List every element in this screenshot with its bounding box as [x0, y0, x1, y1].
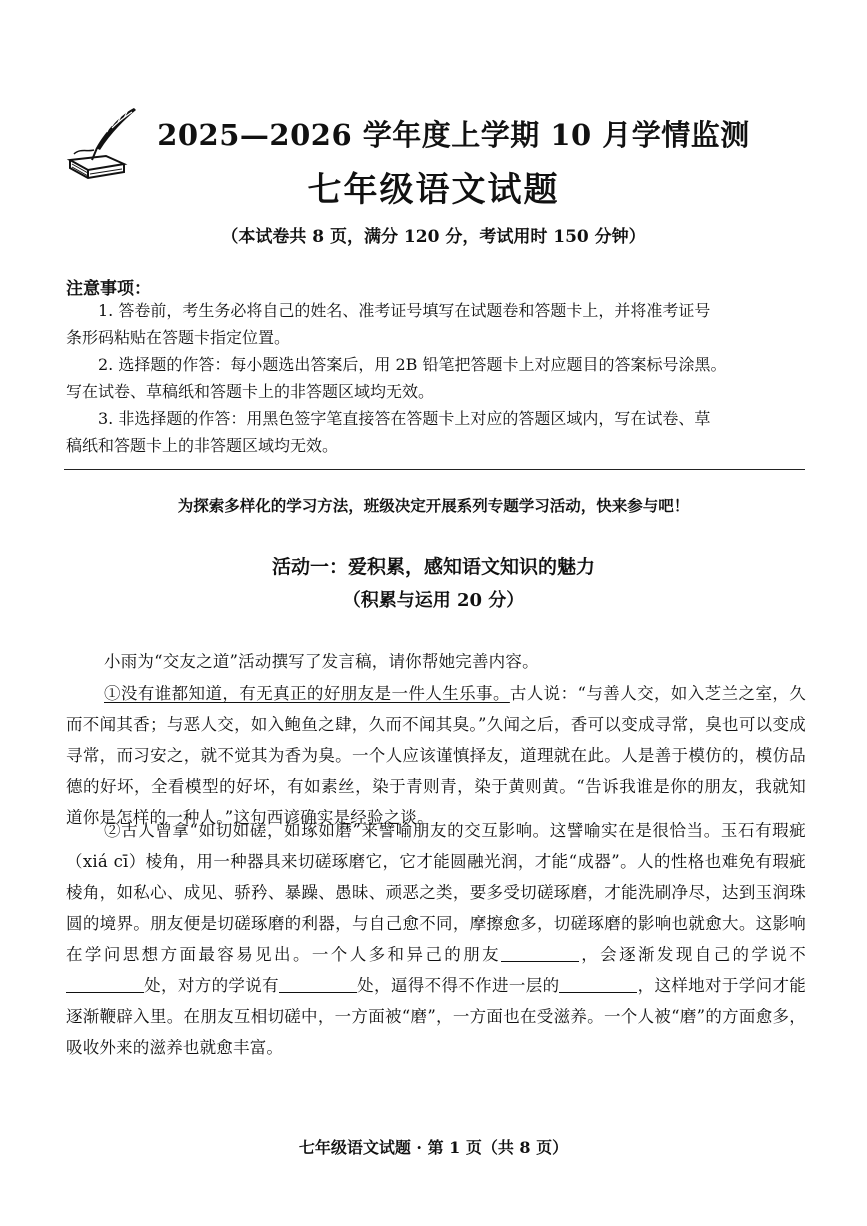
paper-info: （本试卷共 8 页，满分 120 分，考试用时 150 分钟） [221, 227, 646, 247]
passage-paragraph-2 [66, 815, 806, 1063]
fill-blank-3 [279, 975, 357, 993]
activity-intro: 为探索多样化的学习方法，班级决定开展系列专题学习活动，快来参与吧！ [177, 496, 690, 515]
notice-item-line2: 写在试卷、草稿纸和答题卡上的非答题区域均无效。 [66, 382, 435, 401]
paragraph-2-text-d: 处，逼得不得不作进一层的 [357, 976, 560, 995]
exam-subject-title: 七年级语文试题 [307, 170, 560, 210]
page-footer: 七年级语文试题 · 第 1 页（共 8 页） [298, 1138, 569, 1157]
section-divider [64, 469, 805, 470]
fill-blank-2 [66, 975, 144, 993]
paragraph-2-text-a: ②古人曾拿“如切如磋，如琢如磨”来譬喻朋友的交互影响。这譬喻实在是很恰当。玉石有瑕疵（xiá cī）棱角，用一种器具来切磋琢磨它，它才能圆融光润，才能“成器”。人的性格也难免有瑕疵棱角，如私心、成见、骄矜、暴躁、愚昧、顽恶之类，要多受切磋琢磨，才能洗刷净尽，达到玉润珠圆的境界。朋友便是切磋琢磨的利器，与自己愈不同，摩擦愈多，切磋琢磨的影响也就愈大。这影响在学问思想方面最容易见出。一个人多和异己的朋友 [66, 821, 806, 964]
notice-item-line2: 条形码粘贴在答题卡指定位置。 [66, 328, 291, 347]
notice-item [66, 297, 806, 351]
activity-score: （积累与运用 20 分） [342, 590, 525, 611]
notice-heading: 注意事项： [66, 279, 151, 299]
paragraph-2-text-e: ，这样地对于学问才能逐渐鞭辟入里。在朋友互相切磋中，一方面被“磨”，一方面也在受滋养。一个人被“磨”的方面愈多，吸收外来的滋养也就愈丰富。 [66, 976, 807, 1057]
notice-item-line1: 3. 非选择题的作答：用黑色签字笔直接答在答题卡上对应的答题区域内，写在试卷、草 [98, 409, 711, 428]
exam-title: 2025—2026 学年度上学期 10 月学情监测 [157, 118, 750, 152]
paragraph-2-text-c: 处，对方的学说有 [144, 976, 280, 995]
fill-blank-1 [501, 944, 579, 962]
paragraph-1-text: 古人说：“与善人交，如入芝兰之室，久而不闻其香；与恶人交，如入鲍鱼之肆，久而不闻其臭。”久闻之后，香可以变成寻常，臭也可以变成寻常，而习安之，就不觉其为香为臭。一个人应该谨慎择友，道理就在此。人是善于模仿的，模仿品德的好坏，全看模型的好坏，有如素丝，染于青则青，染于黄则黄。“告诉我谁是你的朋友，我就知道你是怎样的一种人。”这句西谚确实是经验之谈。 [66, 684, 806, 827]
notice-item-line2: 稿纸和答题卡上的非答题区域均无效。 [66, 436, 339, 455]
notice-item-line1: 1. 答卷前，考生务必将自己的姓名、准考证号填写在试题卷和答题卡上，并将准考证号 [98, 301, 711, 320]
notice-item-line1: 2. 选择题的作答：每小题选出答案后，用 2B 铅笔把答题卡上对应题目的答案标号涂黑。 [98, 355, 727, 374]
passage-lead: 小雨为“交友之道”活动撰写了发言稿，请你帮她完善内容。 [104, 652, 539, 671]
activity-title: 活动一：爱积累，感知语文知识的魅力 [271, 556, 595, 578]
fill-blank-4 [559, 975, 637, 993]
passage-paragraph-1 [66, 678, 806, 833]
notice-item [66, 351, 806, 405]
underlined-sentence-1: ①没有谁都知道，有无真正的好朋友是一件人生乐事。 [104, 684, 510, 703]
notice-item [66, 405, 806, 459]
paragraph-2-text-b: ，会逐渐发现自己的学说不 [579, 945, 806, 964]
